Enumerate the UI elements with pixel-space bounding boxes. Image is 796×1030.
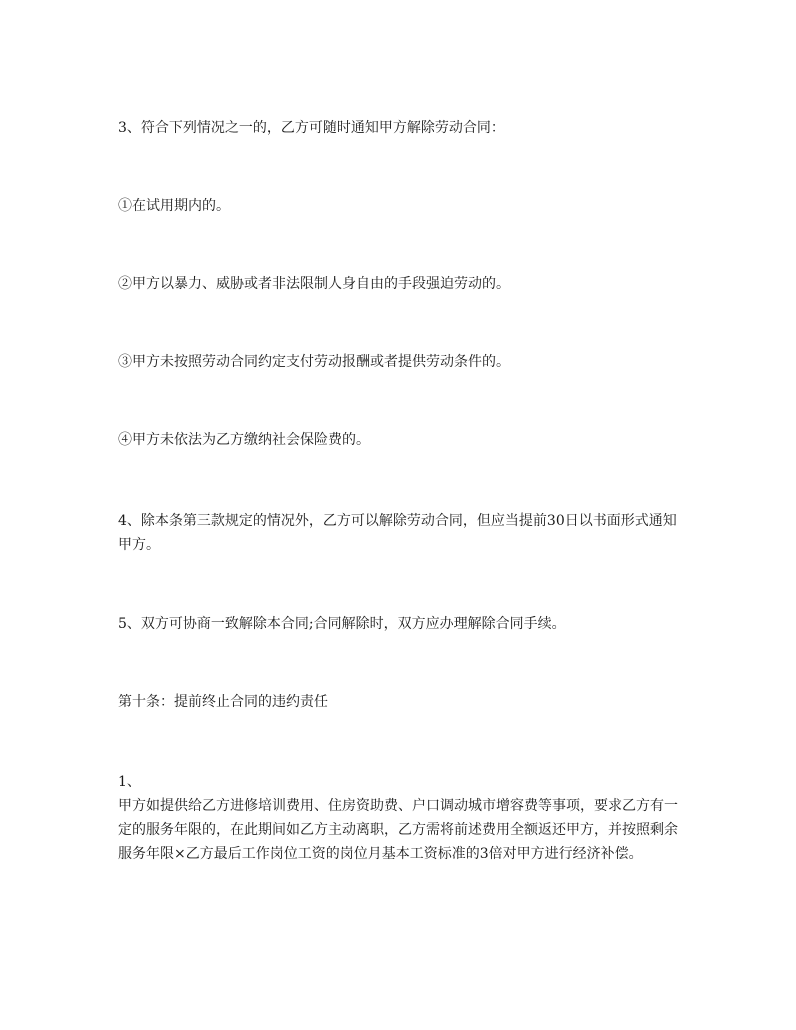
clause-1-body: 甲方如提供给乙方进修培训费用、住房资助费、户口调动城市增容费等事项，要求乙方有一定的服务年限的，在此期间如乙方主动离职，乙方需将前述费用全额返还甲方，并按照剩余服务年限×乙方最后工作岗位工资的岗位月基本工资标准的3倍对甲方进行经济补偿。 xyxy=(118,798,678,862)
clause-1-number: 1、 xyxy=(118,774,141,790)
paragraph-item-3: ③甲方未按照劳动合同约定支付劳动报酬或者提供劳动条件的。 xyxy=(118,354,510,370)
paragraph-clause-5: 5、双方可协商一致解除本合同;合同解除时，双方应办理解除合同手续。 xyxy=(118,616,566,632)
paragraph-clause-4: 4、除本条第三款规定的情况外，乙方可以解除劳动合同，但应当提前30日以书面形式通知甲方。 xyxy=(118,513,677,553)
paragraph-item-4: ④甲方未依法为乙方缴纳社会保险费的。 xyxy=(118,432,370,448)
section-heading-article-10: 第十条：提前终止合同的违约责任 xyxy=(118,694,328,710)
paragraph-item-2: ②甲方以暴力、威胁或者非法限制人身自由的手段强迫劳动的。 xyxy=(118,276,510,292)
paragraph-clause-3: 3、符合下列情况之一的，乙方可随时通知甲方解除劳动合同： xyxy=(118,120,505,136)
paragraph-item-1: ①在试用期内的。 xyxy=(118,198,230,214)
